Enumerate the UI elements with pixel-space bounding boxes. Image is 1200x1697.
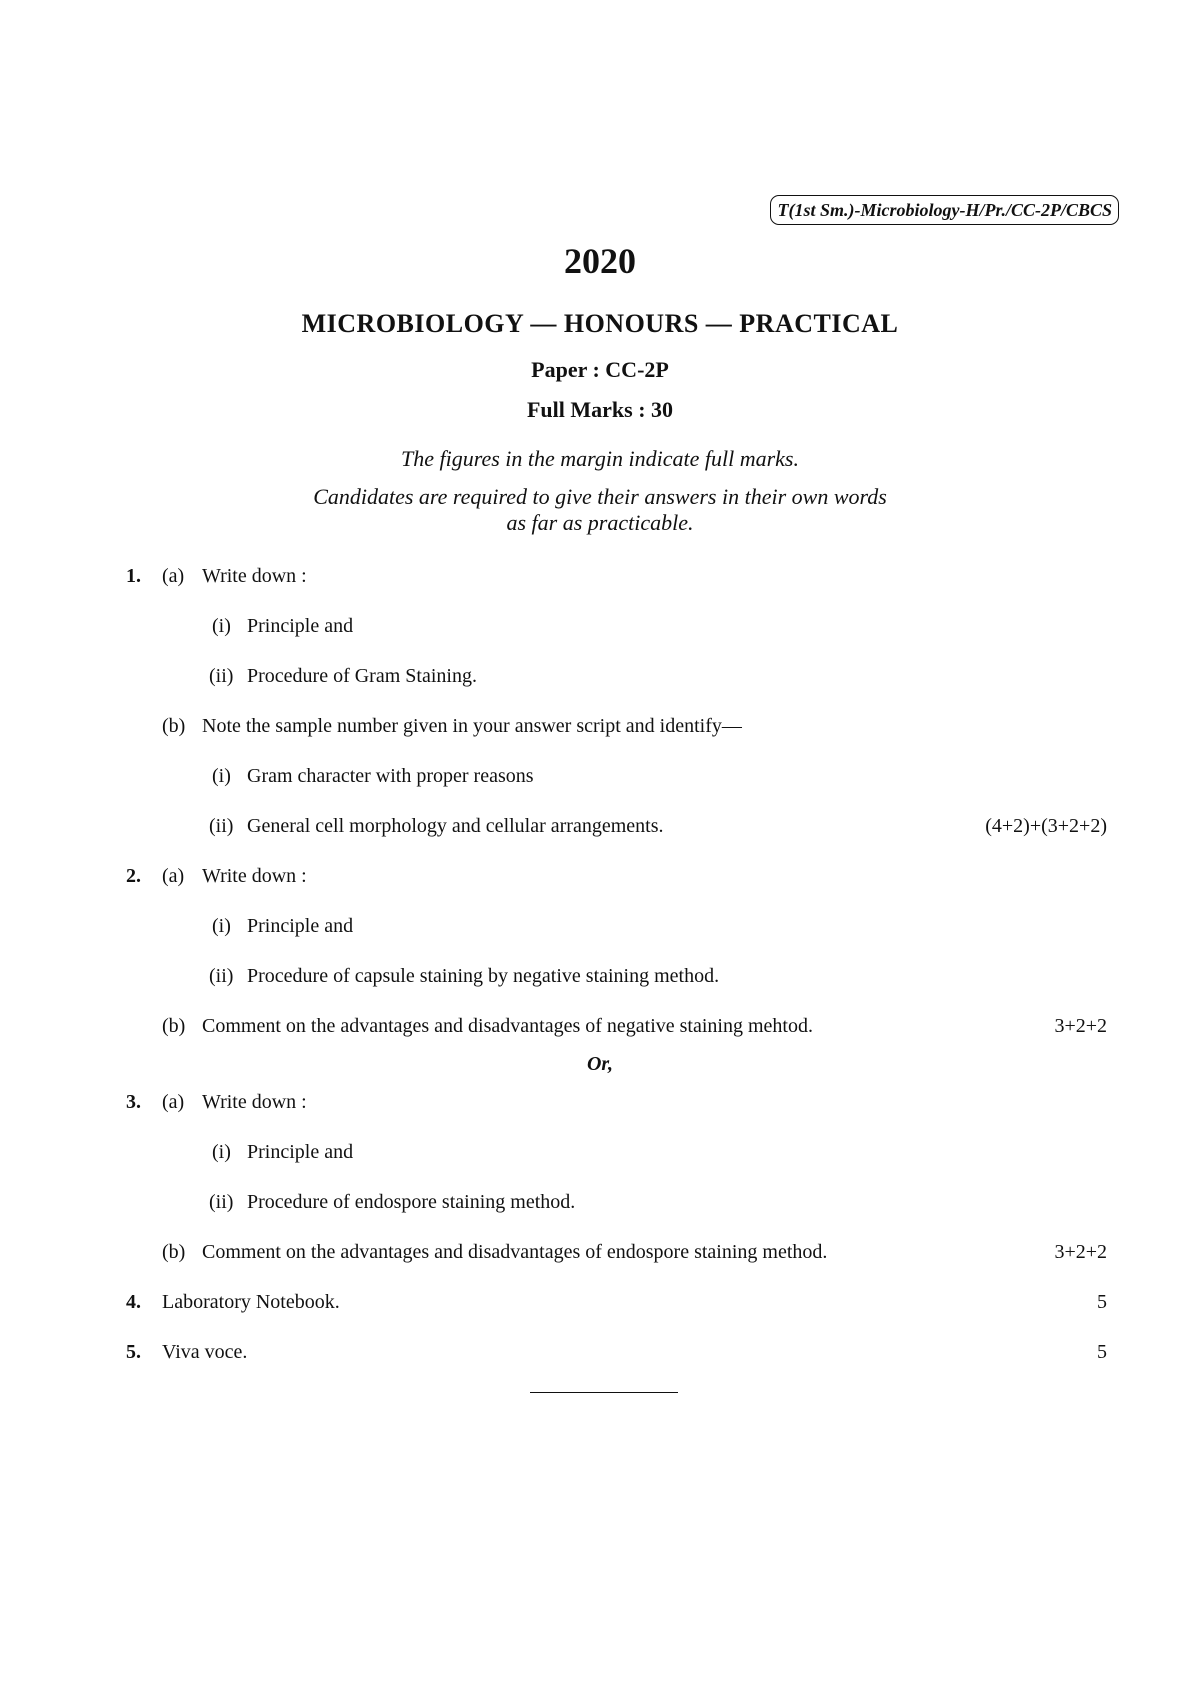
part-b-label: (b) (162, 1015, 186, 1037)
part-b-label: (b) (162, 715, 186, 737)
end-rule-divider (530, 1392, 678, 1393)
part-b-text: Note the sample number given in your answer script and identify— (202, 715, 742, 737)
full-marks: Full Marks : 30 (526, 397, 674, 422)
part-a-text: Write down : (202, 865, 307, 887)
sub-ii-label: (ii) (209, 665, 234, 687)
question-marks: 3+2+2 (1054, 1241, 1107, 1263)
question-number: 1. (126, 565, 141, 587)
sub-ii-text: Procedure of Gram Staining. (247, 665, 477, 687)
instruction-margin: The figures in the margin indicate full marks. (400, 446, 799, 471)
sub-i-text: Principle and (247, 915, 354, 937)
paper-code-box: T(1st Sm.)-Microbiology-H/Pr./CC-2P/CBCS (770, 195, 1119, 225)
part-a-label: (a) (162, 565, 185, 587)
question-text: Laboratory Notebook. (162, 1291, 340, 1313)
sub-ii-text: General cell morphology and cellular arrangements. (247, 815, 664, 837)
sub-ii-label: (ii) (209, 1191, 234, 1213)
sub-i-label: (i) (212, 915, 231, 937)
sub-ii-label: (ii) (209, 815, 234, 837)
question-number: 3. (126, 1091, 141, 1113)
sub-i-label: (i) (212, 615, 231, 637)
question-marks: 5 (1097, 1291, 1107, 1313)
exam-year: 2020 (564, 241, 636, 281)
sub-ii-text: Procedure of endospore staining method. (247, 1191, 576, 1213)
part-a-label: (a) (162, 865, 185, 887)
or-separator: Or, (586, 1053, 614, 1075)
sub-i-text: Principle and (247, 615, 354, 637)
question-number: 4. (126, 1291, 141, 1313)
sub-i-label: (i) (212, 1141, 231, 1163)
question-number: 2. (126, 865, 141, 887)
sub-ii-label: (ii) (209, 965, 234, 987)
question-number: 5. (126, 1341, 141, 1363)
subject-title: MICROBIOLOGY — HONOURS — PRACTICAL (301, 309, 899, 338)
part-b-text: Comment on the advantages and disadvantages of negative staining mehtod. (202, 1015, 813, 1037)
paper-code: Paper : CC-2P (531, 357, 669, 382)
question-text: Viva voce. (162, 1341, 248, 1363)
part-a-text: Write down : (202, 565, 307, 587)
part-b-text: Comment on the advantages and disadvantages of endospore staining method. (202, 1241, 828, 1263)
instruction-answers-line1: Candidates are required to give their answers in their own words (313, 484, 887, 509)
question-marks: 5 (1097, 1341, 1107, 1363)
sub-i-text: Principle and (247, 1141, 354, 1163)
part-b-label: (b) (162, 1241, 186, 1263)
instruction-answers-line2: as far as practicable. (506, 510, 694, 535)
question-marks: (4+2)+(3+2+2) (985, 815, 1107, 837)
sub-i-label: (i) (212, 765, 231, 787)
question-marks: 3+2+2 (1054, 1015, 1107, 1037)
sub-i-text: Gram character with proper reasons (247, 765, 534, 787)
part-a-label: (a) (162, 1091, 185, 1113)
part-a-text: Write down : (202, 1091, 307, 1113)
sub-ii-text: Procedure of capsule staining by negative staining method. (247, 965, 720, 987)
